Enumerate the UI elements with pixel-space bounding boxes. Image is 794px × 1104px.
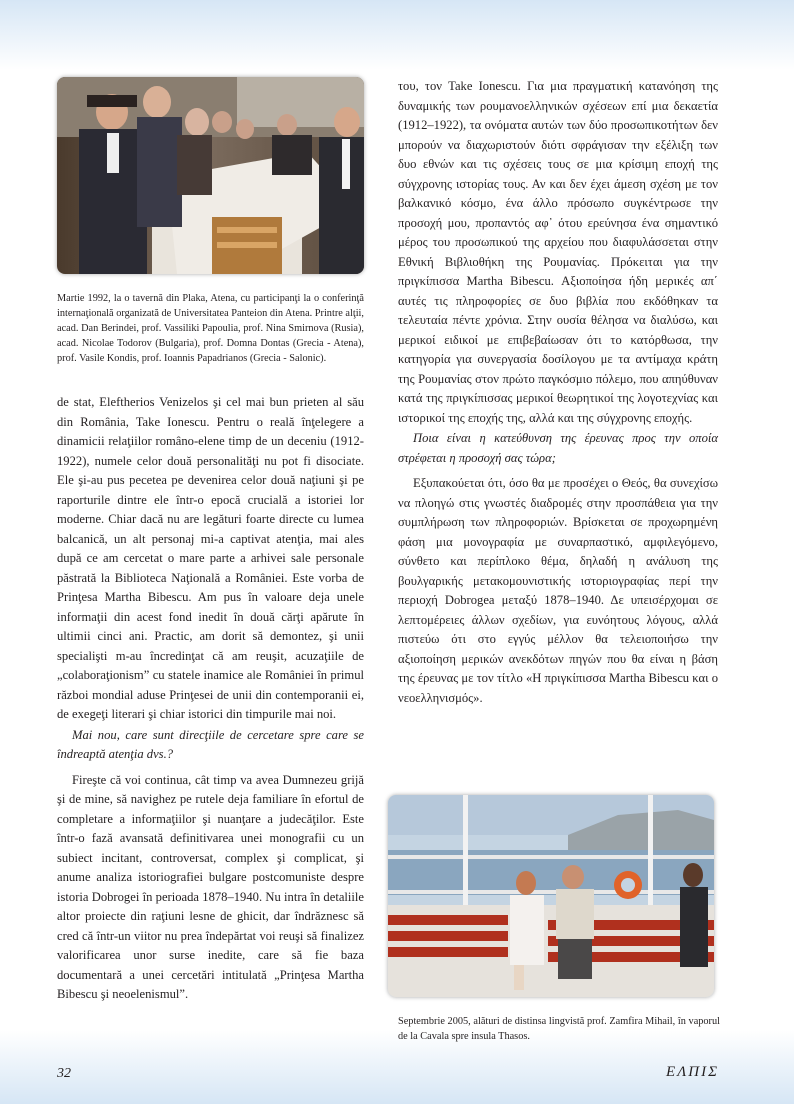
right-paragraph-continued: του, τον Take Ionescu. Για μια πραγματική κατανόηση της δυναμικής των ρουμανοελληνικών σχέσεων επί μια δεκαετία (1912–1922), τα ονόματα αυτών των δύο προσωπικοτήτων δεν μπορούν να διαχωριστούν διότι σφράγισαν την εξέλιξη των δυο εθνών και τις σχέσεις τους σε μια κρίσιμη εποχή της σύγχρονης ιστορίας τους. Αν και δεν έχει άμεση σχέση με τον βαλκανικό κόσμο, ένα άλλο πρόσωπο συγκέντρωσε την προσοχή μου, προπαντός αφ᾽ ότου ερεύνησα ένα σημαντικό μέρος του προσωπικού της αρχείου που διαφυλάσσεται στην Εθνική Βιβλιοθήκη της Ρουμανίας. Πρόκειται για την πριγκίπισσα Martha Bibescu. Αξιοποίησα ήδη μερικές απ΄ αυτές τις πληροφορίες σε δυο βιβλία που εκδόθηκαν τα τελευταία πέντε χρόνια. Στην ουσία θέλησα να διαλύσω, και μερικοί ειδικοί με επιβεβαίωσαν ότι το κατόρθωσα, την κατηγορία για συνεργασία δοσίλογου με τα αντίμαχα κράτη της Ρουμανίας στον πρώτο παγκόσμιο πόλεμο, που απηύθυναν κατά της πριγκίπισσας μερικοί θεωρητικοί της λογοτεχνίας και ιστορικοί της εποχής της, αλλά και της σύγχρονης εποχής. [398,79,718,425]
right-text-column [398,77,718,708]
ferry-couple-photo [388,795,714,997]
left-paragraph-continued: de stat, Eleftherios Venizelos şi cel mai bun prieten al său din România, Take Ionescu. Pentru o reală înţelegere a dinamicii relaţiilor româno-elene timp de un deceniu (1912-1922), numele celor două personalităţi nu pot fi disociate. Ele şi-au pus pecetea pe devenirea celor două naţiuni şi pe raporturile dintre ele într-o epocă crucială a istoriei lor moderne. Chiar dacă nu are legături foarte directe cu lumea balcanică, un alt personaj mi-a captivat atenţia, mai ales după ce am cercetat o mare parte a arhivei sale personale păstrată la Biblioteca Naţională a României. Este vorba de Prinţesa Martha Bibescu. Am pus în valoare deja unele informaţii din acest fond inedit în două cărţi apărute în ultimii cinci ani. Practic, am dorit să demontez, şi unii specialişti m-au încredinţat că am reuşit, acuzaţiile de „colaboraţionism” cu statele inamice ale României în primul război mondial aduse Prinţesei de unii din contemporanii ei, de exegeţi literari şi chiar istorici din timpurile mai noi. [57,395,364,721]
right-paragraph-answer: Εξυπακούεται ότι, όσο θα με προσέχει ο Θεός, θα συνεχίσω να πλοηγώ στις γνωστές διαδρομές στην προσπάθεια για την συμπλήρωση των πληροφοριών. Βρίσκεται σε προχωρημένη φάση μια μονογραφία με συναρπαστικό, αμφιλεγόμενο, σύνθετο και περίπλοκο θέμα, δηλαδή η ανάλυση της βουλγαρικής μετακομουνιστικής ιστοριογραφίας περί την περιοχή Dobrogea μεταξύ 1878–1940. Δε υπεισέρχομαι σε λεπτομέρειες άλλων σχεδίων, για ευνόητους λόγους, αλλά πιστεύω ότι στο εγγύς μέλλον θα τελειοποιήσω την αξιοποίηση μερικών ανεκδότων πηγών που θα είναι η βάση της έρευνας με τον τίτλο «Η πριγκίπισσα Martha Bibescu και ο νεοελληνισμός». [398,476,718,705]
page-number: 32 [57,1066,71,1081]
interview-question-el: Ποια είναι η κατεύθυνση της έρευνας προς την οποία στρέφεται η προσοχή σας τώρα; [398,431,718,465]
magazine-title: ΕΛΠΙΣ [666,1064,719,1080]
left-paragraph-answer: Fireşte că voi continua, cât timp va avea Dumnezeu grijă şi de mine, să navighez pe rutele deja familiare în efortul de completare a informaţiilor şi nuanţare a judecăţilor. Este într-o fază avansată definitivarea unei monografii cu un subiect incitant, controversat, complex şi complicat, şi anume analiza istoriografiei bulgare postcomuniste despre istoria Dobrogei în perioada 1878–1940. Nu intra în detaliile altor proiecte din raţiuni lesne de ghicit, dar îndrăznesc să cred că într-un viitor nu prea îndepărtat voi reuşi să finalizez valorificarea unor surse inedite, care să fie baza documentară a unei cercetări intitulată „Prinţesa Martha Bibescu şi neoelenismul”. [57,772,364,1001]
photo-caption-taverna: Martie 1992, la o tavernă din Plaka, Atena, cu participanţi la o conferinţă internaţională organizată de Universitatea Panteion din Atena. Printre alţii, acad. Dan Berindei, prof. Vassiliki Papoulia, prof. Nina Smirnova (Rusia), acad. Nicolae Todorov (Bulgaria), prof. Domna Dontas (Grecia - Atena), prof. Vasile Kondis, prof. Ioannis Papadrianos (Grecia - Salonic). [57,293,364,364]
photo-caption-ferry: Septembrie 2005, alături de distinsa lingvistă prof. Zamfira Mihail, în vaporul de la Cavala spre insula Thasos. [398,1016,720,1042]
taverna-group-photo [57,77,364,274]
left-text-column [57,393,364,1005]
interview-question-ro: Mai nou, care sunt direcţiile de cercetare spre care se îndreaptă atenţia dvs.? [57,727,364,761]
